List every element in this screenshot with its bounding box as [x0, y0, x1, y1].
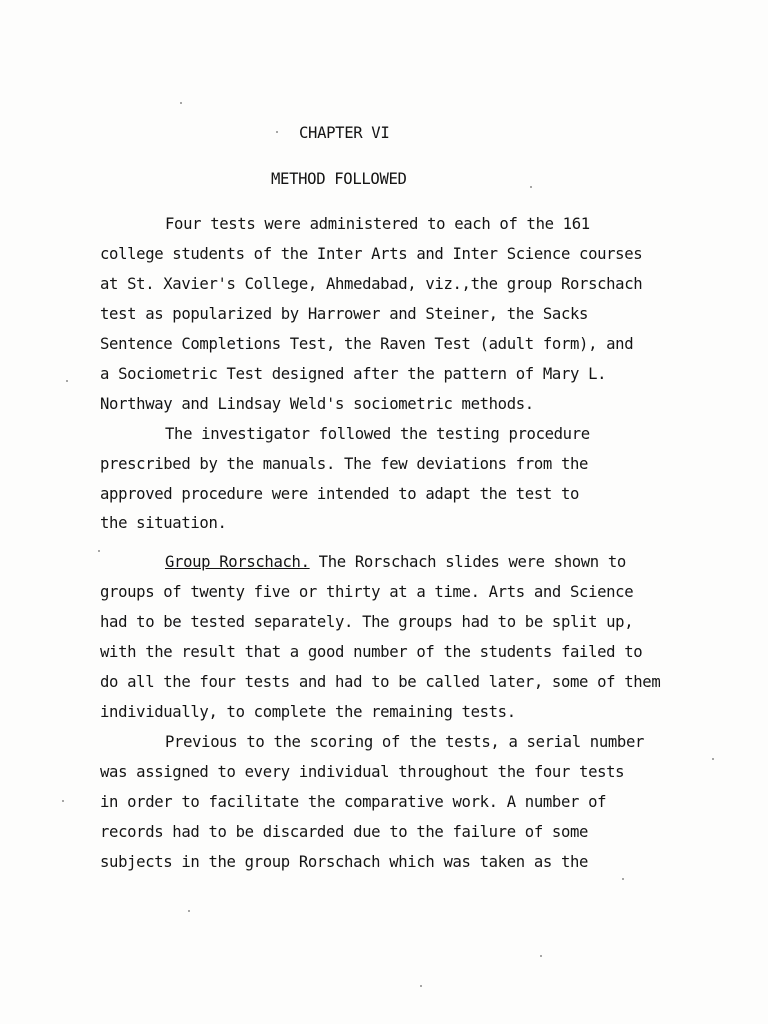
scan-speck: [530, 186, 532, 188]
scan-speck: [622, 878, 624, 880]
paragraph-1-line-7: Northway and Lindsay Weld's sociometric methods.: [100, 395, 534, 413]
paragraph-3-line-1: [165, 552, 626, 572]
chapter-subtitle: METHOD FOLLOWED: [271, 170, 407, 188]
scan-speck: [276, 131, 278, 133]
scan-speck: [712, 758, 714, 760]
paragraph-2-line-4: the situation.: [100, 514, 227, 532]
paragraph-1-line-5: Sentence Completions Test, the Raven Test (adult form), and: [100, 335, 634, 353]
scan-speck: [188, 910, 190, 912]
paragraph-3-line-3: had to be tested separately. The groups had to be split up,: [100, 613, 634, 631]
paragraph-3-line-1-rest: The Rorschach slides were shown to: [309, 553, 626, 571]
paragraph-4-line-1: Previous to the scoring of the tests, a serial number: [165, 733, 645, 751]
paragraph-3-line-2: groups of twenty five or thirty at a time. Arts and Science: [100, 583, 634, 601]
paragraph-1-line-6: a Sociometric Test designed after the pattern of Mary L.: [100, 365, 607, 383]
paragraph-4-line-4: records had to be discarded due to the failure of some: [100, 823, 589, 841]
paragraph-1-line-2: college students of the Inter Arts and Inter Science courses: [100, 245, 643, 263]
paragraph-2-line-2: prescribed by the manuals. The few deviations from the: [100, 455, 589, 473]
paragraph-1-line-1: Four tests were administered to each of the 161: [165, 215, 590, 233]
paragraph-1-line-3: at St. Xavier's College, Ahmedabad, viz.,the group Rorschach: [100, 275, 643, 293]
paragraph-3-line-4: with the result that a good number of the students failed to: [100, 643, 643, 661]
scan-speck: [98, 550, 100, 552]
scan-speck: [420, 985, 422, 987]
paragraph-4-line-2: was assigned to every individual throughout the four tests: [100, 763, 625, 781]
scan-speck: [62, 800, 64, 802]
paragraph-3-line-5: do all the four tests and had to be called later, some of them: [100, 673, 661, 691]
paragraph-4-line-3: in order to facilitate the comparative work. A number of: [100, 793, 607, 811]
scan-speck: [66, 380, 68, 382]
paragraph-3-line-6: individually, to complete the remaining tests.: [100, 703, 516, 721]
scan-speck: [180, 102, 182, 104]
paragraph-4-line-5: subjects in the group Rorschach which was taken as the: [100, 853, 589, 871]
paragraph-1-line-4: test as popularized by Harrower and Steiner, the Sacks: [100, 305, 589, 323]
section-heading-group-rorschach: Group Rorschach.: [165, 553, 310, 571]
scan-speck: [540, 955, 542, 957]
chapter-title: CHAPTER VI: [299, 124, 390, 142]
paragraph-2-line-1: The investigator followed the testing procedure: [165, 425, 590, 443]
paragraph-2-line-3: approved procedure were intended to adapt the test to: [100, 485, 580, 503]
